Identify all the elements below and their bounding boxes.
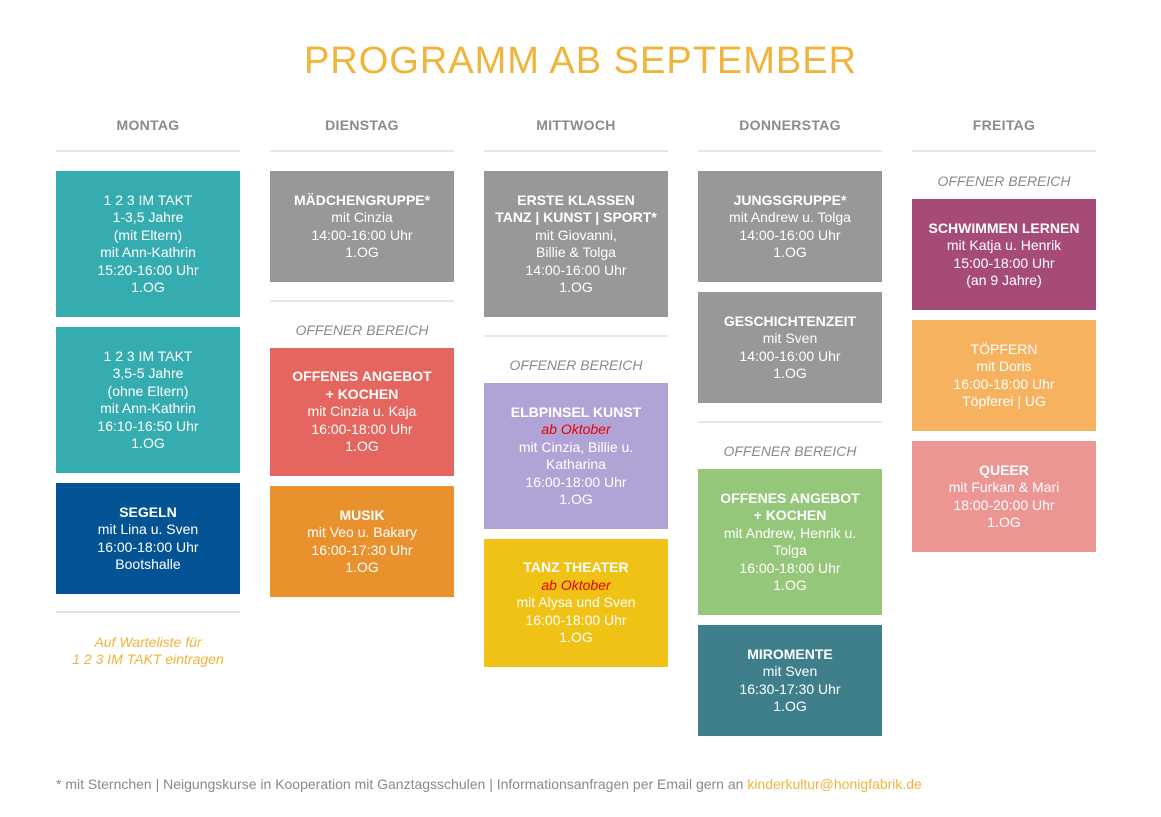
card-toepfern[interactable] xyxy=(912,320,1096,431)
waitlist-note xyxy=(56,634,240,668)
card-miromente[interactable] xyxy=(698,625,882,736)
start-note: ab Oktober xyxy=(541,421,611,437)
card-jungsgruppe[interactable] xyxy=(698,171,882,282)
column-freitag xyxy=(912,108,1096,530)
day-header-donnerstag: DONNERSTAG xyxy=(698,108,882,152)
card-title: MIROMENTE xyxy=(747,645,833,662)
card-line: 1.OG xyxy=(345,559,379,575)
card-title: + KOCHEN xyxy=(325,385,399,402)
card-line: (ohne Eltern) xyxy=(107,382,189,399)
card-offenes-angebot[interactable] xyxy=(270,348,454,476)
card-line: 16:00-18:00 Uhr xyxy=(953,375,1055,392)
day-header-freitag: FREITAG xyxy=(912,108,1096,152)
card-offenes-angebot[interactable] xyxy=(698,469,882,615)
card-line: mit Sven xyxy=(762,330,818,346)
card-line: mit Doris xyxy=(976,358,1032,374)
card-title: SEGELN xyxy=(119,503,177,520)
card-line: mit Ann-Kathrin xyxy=(100,400,196,416)
card-title: SCHWIMMEN LERNEN xyxy=(928,219,1080,236)
card-title: GESCHICHTENZEIT xyxy=(723,312,857,329)
card-line: 1 2 3 IM TAKT xyxy=(103,347,193,364)
card-line: 16:00-17:30 Uhr xyxy=(311,541,413,558)
card-line: 16:30-17:30 Uhr xyxy=(739,680,841,697)
footer-note xyxy=(56,776,922,792)
email-link[interactable]: kinderkultur@honigfabrik.de xyxy=(747,776,922,792)
card-line: 16:00-18:00 Uhr xyxy=(739,559,841,576)
card-title: + KOCHEN xyxy=(753,507,827,523)
card-line: 1.OG xyxy=(559,279,593,295)
day-header-montag: MONTAG xyxy=(56,108,240,152)
card-line: 1.OG xyxy=(345,438,379,455)
start-note: ab Oktober xyxy=(541,576,611,593)
card-line: 1.OG xyxy=(987,514,1021,530)
card-line: mit Cinzia xyxy=(331,209,393,225)
card-line: 1.OG xyxy=(773,577,807,593)
card-title: ERSTE KLASSEN xyxy=(517,191,635,208)
card-line: Töpferei | UG xyxy=(962,393,1046,409)
card-schwimmen-lernen[interactable] xyxy=(912,199,1096,310)
card-line: mit Cinzia, Billie u. xyxy=(518,438,634,455)
card-title: ELBPINSEL KUNST xyxy=(510,403,642,420)
column-donnerstag xyxy=(698,108,882,714)
card-elbpinsel-kunst[interactable] xyxy=(484,383,668,529)
card-line: 1-3,5 Jahre xyxy=(112,209,184,225)
card-line: 1.OG xyxy=(131,435,165,451)
card-line: mit Giovanni, xyxy=(535,226,617,243)
section-label-offener-bereich: OFFENER BEREICH xyxy=(295,322,429,338)
column-mittwoch xyxy=(484,108,668,646)
card-title: TÖPFERN xyxy=(970,340,1038,357)
card-line: 16:00-18:00 Uhr xyxy=(525,611,627,628)
day-header-mittwoch: MITTWOCH xyxy=(484,108,668,152)
card-line: 1.OG xyxy=(131,279,165,295)
card-line: (mit Eltern) xyxy=(113,226,183,243)
card-line: Katharina xyxy=(546,456,606,472)
card-line: 1.OG xyxy=(773,698,807,714)
divider xyxy=(270,300,454,302)
card-line: mit Katja u. Henrik xyxy=(946,237,1062,253)
card-line: 16:00-18:00 Uhr xyxy=(525,473,627,490)
card-line: 14:00-16:00 Uhr xyxy=(525,261,627,278)
card-tanz-theater[interactable] xyxy=(484,539,668,667)
card-maedchengruppe[interactable] xyxy=(270,171,454,282)
card-line: 3,5-5 Jahre xyxy=(112,365,184,381)
card-title: MÄDCHENGRUPPE* xyxy=(293,191,431,208)
card-title: QUEER xyxy=(979,461,1029,478)
card-line: (an 9 Jahre) xyxy=(966,272,1042,288)
section-label-offener-bereich: OFFENER BEREICH xyxy=(509,357,643,373)
card-line: mit Sven xyxy=(762,663,818,679)
day-header-dienstag: DIENSTAG xyxy=(270,108,454,152)
card-line: 16:10-16:50 Uhr xyxy=(97,417,199,434)
divider xyxy=(484,335,668,337)
card-segeln[interactable] xyxy=(56,483,240,594)
card-line: 18:00-20:00 Uhr xyxy=(953,496,1055,513)
card-line: Tolga xyxy=(773,542,807,558)
card-line: 1.OG xyxy=(559,491,593,507)
card-line: 15:20-16:00 Uhr xyxy=(97,261,199,278)
card-123-im-takt-2[interactable] xyxy=(56,327,240,473)
card-title: MUSIK xyxy=(339,506,385,523)
card-line: 16:00-18:00 Uhr xyxy=(311,420,413,437)
column-dienstag xyxy=(270,108,454,575)
card-line: 1 2 3 IM TAKT xyxy=(103,191,193,208)
footer-text: * mit Sternchen | Neigungskurse in Kooperation mit Ganztagsschulen | Informationsanfragen per Email gern an xyxy=(56,776,748,792)
card-line: 14:00-16:00 Uhr xyxy=(739,226,841,243)
card-line: 1.OG xyxy=(773,244,807,260)
card-title: TANZ THEATER xyxy=(523,559,629,576)
card-line: mit Veo u. Bakary xyxy=(307,524,417,540)
card-line: 16:00-18:00 Uhr xyxy=(97,538,199,555)
card-line: mit Furkan & Mari xyxy=(948,479,1060,495)
card-line: mit Alysa und Sven xyxy=(516,594,636,611)
divider xyxy=(56,611,240,613)
note-line: 1 2 3 IM TAKT eintragen xyxy=(72,651,224,667)
card-line: 15:00-18:00 Uhr xyxy=(953,254,1055,271)
card-line: 1.OG xyxy=(559,629,593,646)
card-line: mit Ann-Kathrin xyxy=(100,244,196,260)
card-line: Billie & Tolga xyxy=(536,244,616,260)
card-line: mit Andrew, Henrik u. xyxy=(723,524,857,541)
card-line: mit Cinzia u. Kaja xyxy=(307,403,417,420)
card-musik[interactable] xyxy=(270,486,454,597)
card-title: OFFENES ANGEBOT xyxy=(292,368,432,385)
card-line: 14:00-16:00 Uhr xyxy=(311,226,413,243)
card-line: 1.OG xyxy=(345,244,379,260)
section-label-offener-bereich: OFFENER BEREICH xyxy=(937,173,1071,189)
card-line: mit Lina u. Sven xyxy=(97,521,199,537)
card-geschichtenzeit[interactable] xyxy=(698,292,882,403)
card-erste-klassen[interactable] xyxy=(484,171,668,317)
column-montag xyxy=(56,108,240,667)
divider xyxy=(698,421,882,423)
note-line: Auf Warteliste für xyxy=(94,634,202,650)
card-line: mit Andrew u. Tolga xyxy=(729,209,851,225)
card-title: OFFENES ANGEBOT xyxy=(720,489,860,506)
card-line: Bootshalle xyxy=(115,556,181,572)
card-123-im-takt-1[interactable] xyxy=(56,171,240,317)
card-title: TANZ | KUNST | SPORT* xyxy=(495,209,657,225)
card-line: 1.OG xyxy=(773,365,807,381)
card-queer[interactable] xyxy=(912,441,1096,552)
card-title: JUNGSGRUPPE* xyxy=(733,191,847,208)
page-title: PROGRAMM AB SEPTEMBER xyxy=(303,40,858,82)
card-line: 14:00-16:00 Uhr xyxy=(739,347,841,364)
section-label-offener-bereich: OFFENER BEREICH xyxy=(723,443,857,459)
